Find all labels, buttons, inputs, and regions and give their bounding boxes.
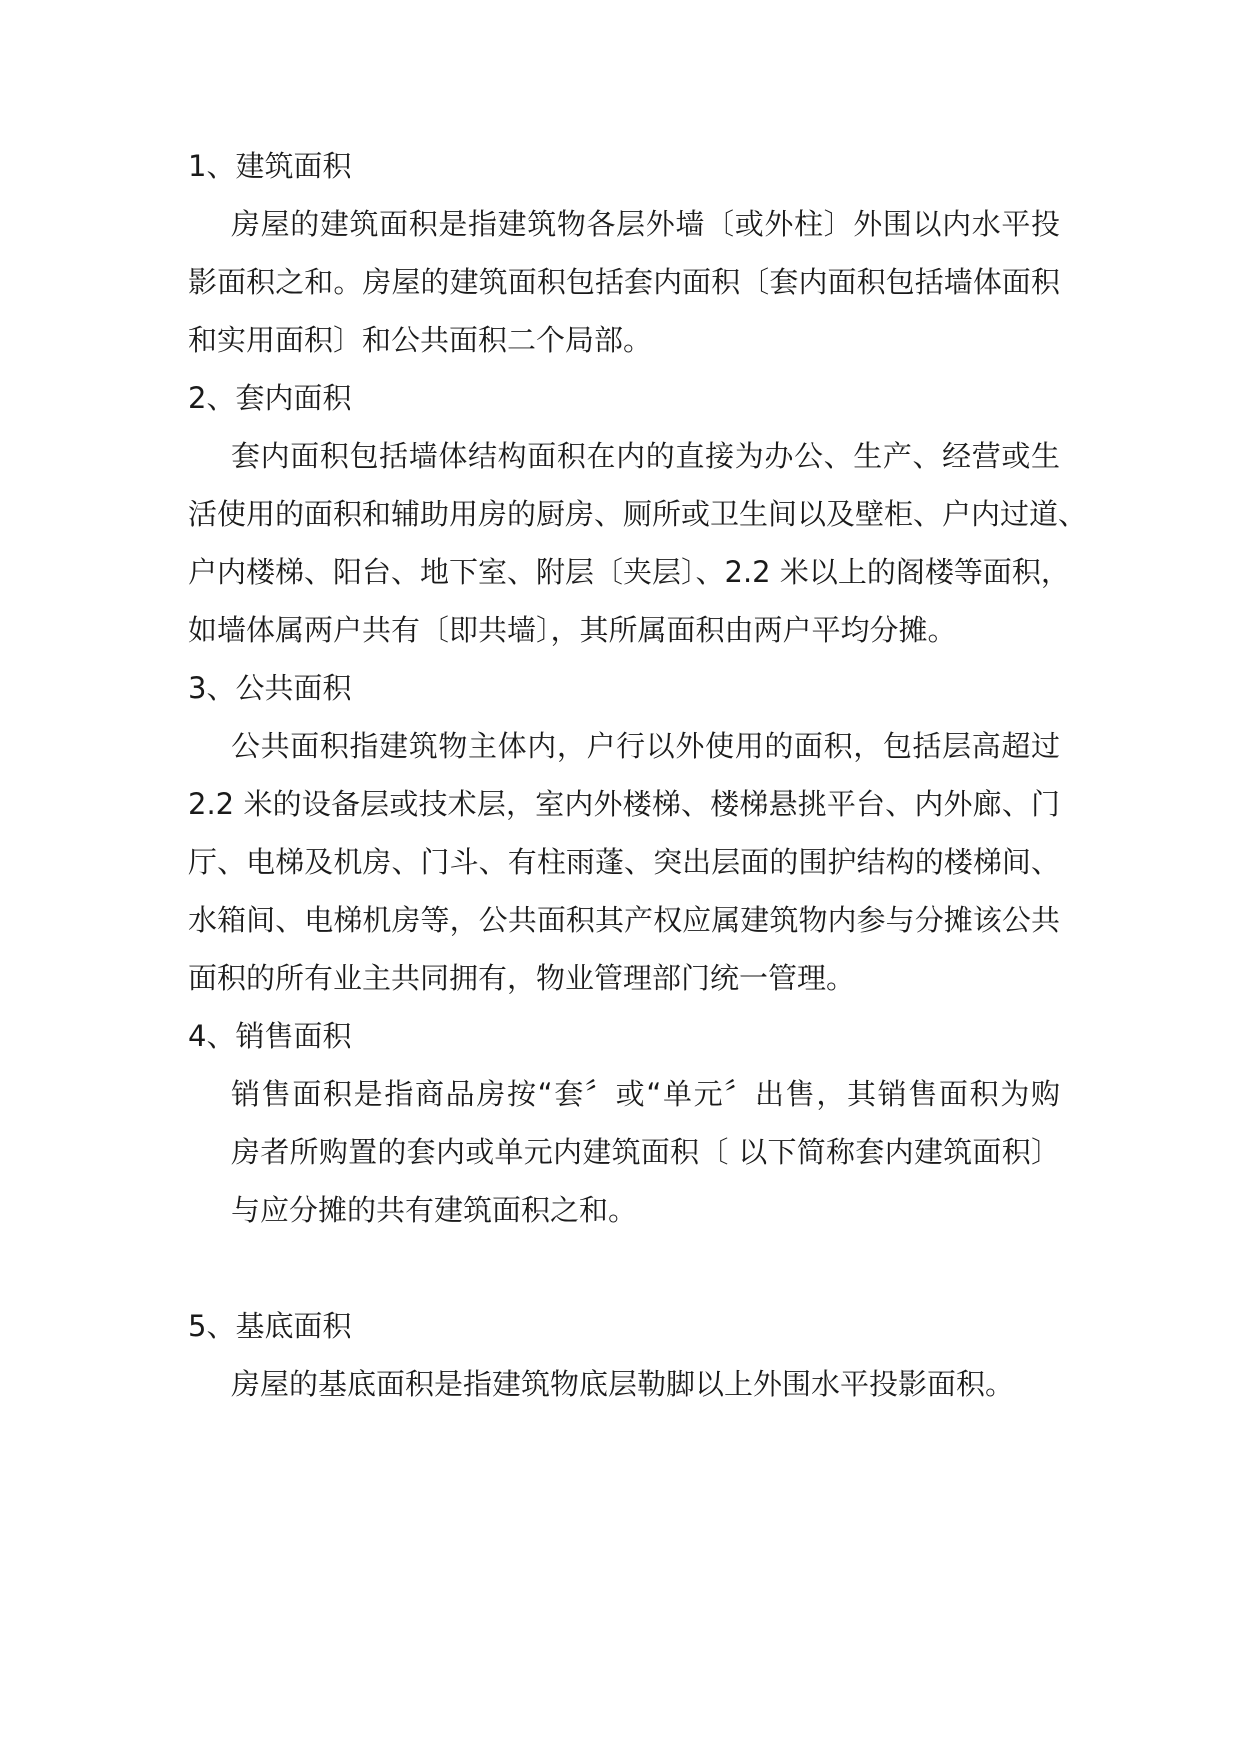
paragraph-line: 和实用面积〕和公共面积二个局部。	[188, 323, 653, 357]
paragraph-line: 活使用的面积和辅助用房的厨房、厕所或卫生间以及壁柜、户内过道、	[188, 497, 1088, 531]
paragraph-line: 户内楼梯、阳台、地下室、附层〔夹层〕、2.2 米以上的阁楼等面积，	[188, 555, 1070, 589]
paragraph-line: 公共面积指建筑物主体内，户行以外使用的面积，包括层高超过	[231, 729, 1060, 763]
paragraph-line: 房屋的基底面积是指建筑物底层勒脚以上外围水平投影面积。	[231, 1367, 1015, 1401]
section-heading: 1、建筑面积	[188, 149, 352, 183]
paragraph-line: 2.2 米的设备层或技术层，室内外楼梯、楼梯悬挑平台、内外廊、门	[188, 787, 1060, 821]
paragraph-line: 销售面积是指商品房按“套〞或“单元〞出售，其销售面积为购	[231, 1077, 1060, 1111]
paragraph-line: 厅、电梯及机房、门斗、有柱雨蓬、突出层面的围护结构的楼梯间、	[188, 845, 1060, 879]
paragraph-line: 如墙体属两户共有〔即共墙〕，其所属面积由两户平均分摊。	[188, 613, 957, 647]
section-heading: 2、套内面积	[188, 381, 352, 415]
paragraph-line: 水箱间、电梯机房等，公共面积其产权应属建筑物内参与分摊该公共	[188, 903, 1060, 937]
paragraph-line: 面积的所有业主共同拥有，物业管理部门统一管理。	[188, 961, 856, 995]
section-heading: 5、基底面积	[188, 1309, 352, 1343]
paragraph-line: 影面积之和。房屋的建筑面积包括套内面积〔套内面积包括墙体面积	[188, 265, 1060, 299]
paragraph-line: 套内面积包括墙体结构面积在内的直接为办公、生产、经营或生	[231, 439, 1060, 473]
paragraph-line: 房者所购置的套内或单元内建筑面积〔 以下简称套内建筑面积〕	[231, 1135, 1060, 1169]
paragraph-line: 房屋的建筑面积是指建筑物各层外墙〔或外柱〕外围以内水平投	[231, 207, 1060, 241]
paragraph-line: 与应分摊的共有建筑面积之和。	[231, 1193, 638, 1227]
section-heading: 3、公共面积	[188, 671, 352, 705]
section-heading: 4、销售面积	[188, 1019, 352, 1053]
